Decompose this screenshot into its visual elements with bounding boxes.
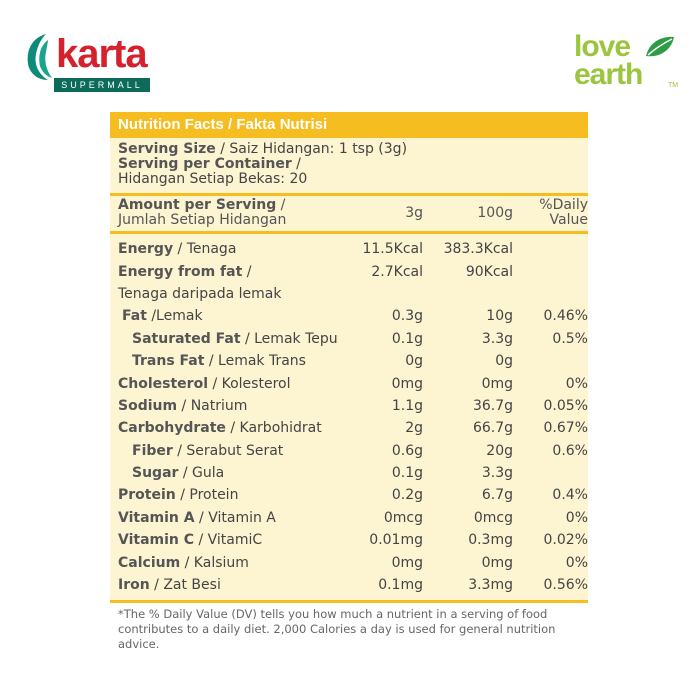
nutrient-row — [118, 238, 580, 260]
nutrient-row — [118, 484, 588, 506]
nutrient-name-en: Fiber — [132, 442, 173, 459]
per-serving-value: 0mcg — [383, 509, 423, 526]
nutrient-name — [118, 465, 353, 481]
amount-per-serving-label: Amount per Serving — [118, 197, 277, 213]
nutrient-name — [118, 532, 353, 548]
nutrient-name — [118, 487, 353, 503]
serving-size-value: / Saiz Hidangan: 1 tsp (3g) — [215, 141, 408, 157]
nutrient-row — [118, 328, 588, 350]
daily-value-header-line2: Value — [549, 212, 588, 228]
per-100g-value: 0mcg — [473, 509, 513, 526]
nutrient-row — [118, 462, 580, 484]
nutrient-name-ms: / Zat Besi — [149, 577, 221, 594]
serving-per-container-value: Hidangan Setiap Bekas: 20 — [118, 171, 308, 187]
per-serving-value: 0.3g — [391, 308, 423, 325]
per-100g-value: 3.3g — [481, 330, 513, 347]
serving-info — [110, 138, 588, 193]
daily-value-percent: 0.4% — [552, 487, 588, 504]
serving-size-line — [118, 142, 580, 157]
nutrient-name — [118, 264, 353, 280]
per-serving-value: 2g — [405, 420, 423, 437]
nutrient-name-en: Cholesterol — [118, 375, 208, 392]
nutrient-name — [118, 331, 353, 347]
nutrient-name-en: Energy from fat — [118, 263, 243, 280]
nutrient-name-en: Fat — [122, 308, 147, 325]
per-100g-value: 66.7g — [472, 420, 513, 437]
nutrient-name-en: Iron — [118, 577, 150, 594]
per-serving-value: 0.2g — [391, 487, 423, 504]
serving-per-container-label: Serving per Container — [118, 156, 292, 172]
per-100g-value: 3.3mg — [468, 577, 513, 594]
per-100g-value: 0mg — [481, 554, 513, 571]
nutrient-name — [118, 443, 353, 459]
per-serving-value: 0.1g — [391, 465, 423, 482]
nutrient-name-en: Calcium — [118, 554, 181, 571]
per-serving-value: 0.1mg — [378, 577, 423, 594]
daily-value-percent: 0.46% — [543, 308, 588, 325]
nutrient-label-continuation: Tenaga daripada lemak — [118, 285, 282, 302]
karta-tagline: SUPERMALL — [54, 78, 150, 92]
love-earth-logo — [570, 32, 680, 96]
amount-per-serving-sub: Jumlah Setiap Hidangan — [118, 212, 287, 228]
nutrient-row — [118, 372, 588, 394]
nutrient-row — [118, 440, 588, 462]
nutrient-name — [118, 376, 353, 392]
nutrient-name — [118, 510, 353, 526]
daily-value-percent: 0.5% — [552, 330, 588, 347]
daily-value-percent: 0.67% — [543, 420, 588, 437]
per-100g-value: 20g — [486, 442, 513, 459]
nutrient-name-ms: / Kalsium — [180, 554, 249, 571]
nutrient-name — [118, 398, 353, 414]
nutrient-name — [118, 555, 353, 571]
nutrient-name — [118, 241, 353, 257]
column-headers — [110, 196, 588, 231]
nutrient-row — [118, 260, 580, 282]
nutrient-name-en: Energy — [118, 241, 174, 258]
nutrient-name-ms: / Kolesterol — [208, 375, 291, 392]
nutrient-name — [118, 308, 353, 324]
nutrient-name-en: Carbohydrate — [118, 420, 226, 437]
per-serving-value: 0mg — [391, 375, 423, 392]
nutrient-row — [118, 417, 588, 439]
nutrient-name-ms: / Vitamin A — [194, 509, 276, 526]
nutrient-name-en: Vitamin A — [118, 509, 195, 526]
amount-per-serving-slash: / — [276, 197, 286, 213]
nutrient-name-en: Saturated Fat — [132, 330, 241, 347]
per-serving-value: 0mg — [391, 554, 423, 571]
daily-value-percent: 0.02% — [543, 532, 588, 549]
karta-supermall-logo — [22, 26, 162, 98]
col-100g-header: 100g — [477, 204, 513, 221]
nutrient-row — [118, 395, 588, 417]
serving-per-container-slash: / — [291, 156, 301, 172]
per-serving-value: 1.1g — [391, 397, 423, 414]
nutrient-row — [118, 529, 588, 551]
nutrient-row — [118, 305, 588, 327]
daily-value-percent: 0% — [565, 509, 588, 526]
nutrient-name-ms: / Lemak Tepu — [240, 330, 338, 347]
per-serving-value: 0g — [405, 353, 423, 370]
nutrient-name-ms: / VitamiC — [194, 532, 263, 549]
per-serving-value: 11.5Kcal — [362, 241, 423, 258]
serving-size-label: Serving Size — [118, 141, 216, 157]
per-100g-value: 36.7g — [472, 397, 513, 414]
nutrient-row — [118, 551, 588, 573]
per-serving-value: 0.6g — [391, 442, 423, 459]
daily-value-header-line1: %Daily — [539, 197, 588, 213]
daily-value-footnote: *The % Daily Value (DV) tells you how much a nutrient in a serving of food contributes to a daily diet. 2,000 Calories a day is used for general nutrition advice. — [118, 607, 556, 652]
nutrient-name-ms: / Lemak Trans — [204, 353, 306, 370]
nutrient-name-en: Sugar — [132, 465, 179, 482]
nutrient-row — [118, 350, 580, 372]
daily-value-header — [513, 198, 588, 228]
serving-per-container-line — [118, 157, 580, 172]
per-serving-value: 0.1g — [391, 330, 423, 347]
daily-value-percent: 0% — [565, 554, 588, 571]
nutrient-name-ms: / Protein — [175, 487, 239, 504]
panel-title: Nutrition Facts / Fakta Nutrisi — [110, 112, 588, 138]
nutrient-name — [118, 577, 353, 593]
karta-mark-icon — [24, 30, 56, 82]
nutrient-name-ms: / Serabut Serat — [172, 442, 284, 459]
love-earth-line2: earth — [574, 58, 643, 91]
per-100g-value: 0g — [495, 353, 513, 370]
love-earth-line1: love — [574, 30, 631, 63]
nutrient-rows — [110, 234, 588, 600]
nutrient-name — [118, 420, 353, 436]
per-100g-value: 6.7g — [481, 487, 513, 504]
nutrition-facts-panel — [110, 112, 588, 660]
daily-value-percent: 0.56% — [543, 577, 588, 594]
nutrient-name-en: Protein — [118, 487, 176, 504]
per-100g-value: 10g — [486, 308, 513, 325]
daily-value-percent: 0.05% — [543, 397, 588, 414]
nutrient-name-en: Trans Fat — [132, 353, 205, 370]
nutrient-row — [118, 507, 588, 529]
col-3g-header: 3g — [405, 204, 423, 221]
daily-value-percent: 0% — [565, 375, 588, 392]
karta-wordmark: karta — [56, 32, 147, 76]
daily-value-percent: 0.6% — [552, 442, 588, 459]
trademark-mark: TM — [668, 82, 679, 89]
nutrient-name-en: Sodium — [118, 397, 178, 414]
nutrient-name-ms: /Lemak — [146, 308, 203, 325]
nutrient-name-ms: / — [242, 263, 252, 280]
nutrient-name-en: Vitamin C — [118, 532, 195, 549]
nutrient-row — [118, 574, 588, 596]
per-serving-value: 0.01mg — [369, 532, 423, 549]
nutrient-name-ms: / Tenaga — [173, 241, 237, 258]
per-100g-value: 0mg — [481, 375, 513, 392]
leaf-icon — [642, 34, 676, 60]
nutrient-name — [118, 353, 353, 369]
nutrient-name-ms: / Gula — [178, 465, 225, 482]
per-100g-value: 0.3mg — [468, 532, 513, 549]
per-100g-value: 90Kcal — [465, 263, 513, 280]
per-100g-value: 383.3Kcal — [443, 241, 513, 258]
nutrient-name-ms: / Karbohidrat — [225, 420, 322, 437]
per-serving-value: 2.7Kcal — [371, 263, 423, 280]
amount-per-serving-header — [118, 198, 353, 228]
nutrient-name-ms: / Natrium — [177, 397, 248, 414]
per-100g-value: 3.3g — [481, 465, 513, 482]
